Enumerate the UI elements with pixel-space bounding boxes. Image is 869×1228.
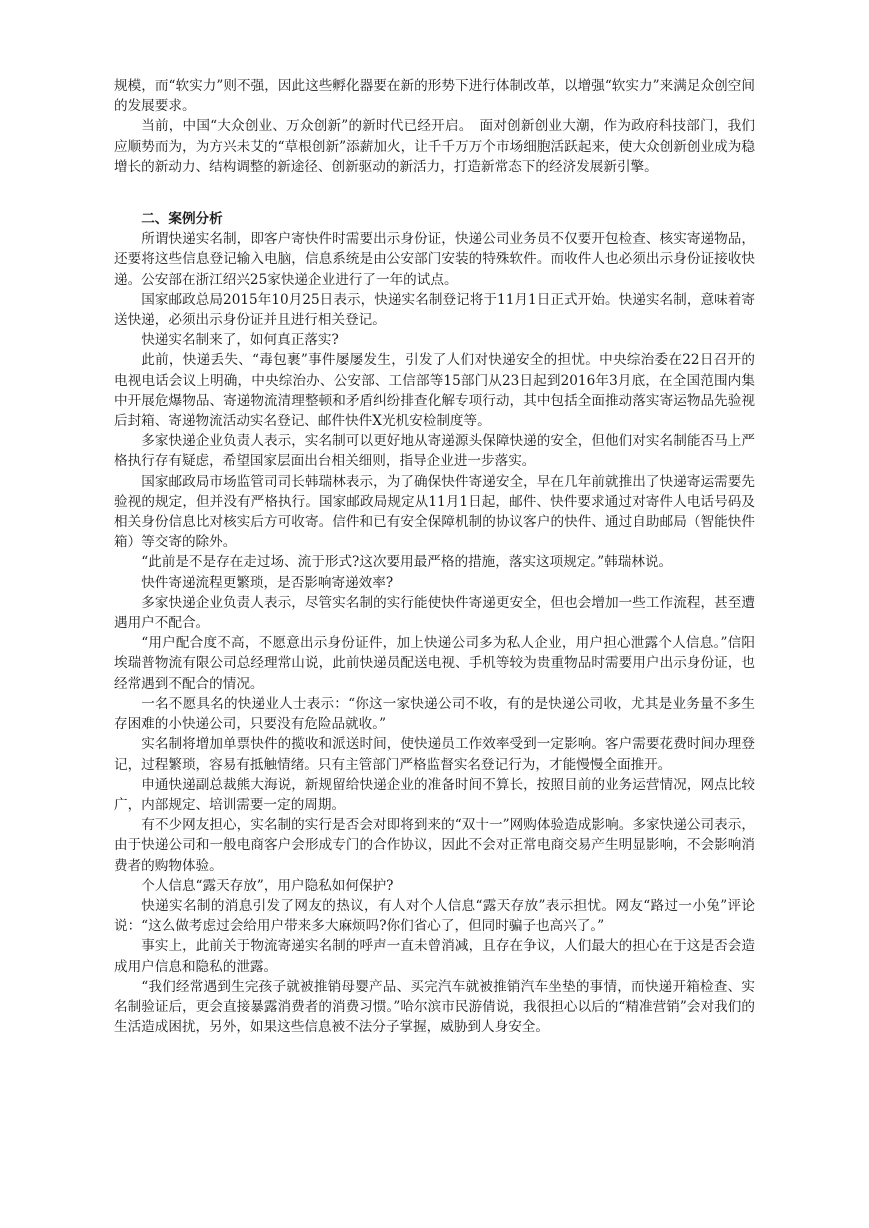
body-paragraph: “此前是不是存在走过场、流于形式?这次要用最严格的措施，落实这项规定。”韩瑞林说。	[141, 554, 673, 571]
intro-paragraph-2: 当前，中国“大众创业、万众创新”的新时代已经开启。 面对创新创业大潮，作为政府科技部门，我们应顺势而为，为方兴未艾的“草根创新”添薪加火，让千千万万个市场细胞活跃起来，使大众创新创业成为稳增长的新动力、结构调整的新途径、创新驱动的新活力，打造新常态下的经济发展新引擎。	[114, 118, 755, 175]
body-paragraph: 快件寄递流程更繁琐，是否影响寄递效率?	[141, 574, 394, 591]
body-paragraph: 多家快递企业负责人表示，尽管实名制的实行能使快件寄递更安全，但也会增加一些工作流程，甚至遭遇用户不配合。	[114, 594, 755, 632]
body-paragraph: 有不少网友担心，实名制的实行是否会对即将到来的“双十一”网购体验造成影响。多家快递公司表示，由于快递公司和一般电商客户会形成专门的合作协议，因此不会对正常电商交易产生明显影响，不会影响消费者的购物体验。	[114, 817, 755, 874]
body-paragraph: 快递实名制来了，如何真正落实?	[141, 332, 339, 349]
body-paragraph: 国家邮政局市场监管司司长韩瑞林表示，为了确保快件寄递安全，早在几年前就推出了快递寄运需要先验视的规定，但并没有严格执行。国家邮政局规定从11月1日起，邮件、快件要求通过对寄件人电话号码及相关身份信息比对核实后方可收寄。信件和已有安全保障机制的协议客户的快件、通过自助邮局（智能快件箱）等交寄的除外。	[114, 473, 755, 551]
body-paragraph: 所谓快递实名制，即客户寄快件时需要出示身份证，快递公司业务员不仅要开包检查、核实寄递物品，还要将这些信息登记输入电脑，信息系统是由公安部门安装的特殊软件。而收件人也必须出示身份证接收快递。公安部在浙江绍兴25家快递企业进行了一年的试点。	[114, 231, 755, 288]
intro-paragraph-1: 规模，而“软实力”则不强，因此这些孵化器要在新的形势下进行体制改革，以增强“软实力”来满足众创空间的发展要求。	[114, 78, 755, 115]
body-paragraph: 一名不愿具名的快递业人士表示：“你这一家快递公司不收，有的是快递公司收，尤其是业务量不多生存困难的小快递公司，只要没有危险品就收。”	[114, 695, 755, 733]
body-paragraph: 事实上，此前关于物流寄递实名制的呼声一直未曾消减，且存在争议，人们最大的担心在于这是否会造成用户信息和隐私的泄露。	[114, 938, 755, 975]
body-paragraph: 实名制将增加单票快件的揽收和派送时间，使快递员工作效率受到一定影响。客户需要花费时间办理登记，过程繁琐，容易有抵触情绪。只有主管部门严格监督实名登记行为，才能慢慢全面推开。	[114, 736, 755, 773]
body-paragraph: 快递实名制的消息引发了网友的热议，有人对个人信息“露天存放”表示担忧。网友“路过一小兔”评论说：“这么做考虑过会给用户带来多大麻烦吗?你们省心了，但同时骗子也高兴了。”	[114, 897, 755, 935]
body-paragraph: “用户配合度不高，不愿意出示身份证件，加上快递公司多为私人企业，用户担心泄露个人信息。”信阳埃瑞普物流有限公司总经理常山说，此前快递员配送电视、手机等较为贵重物品时需要用户出示身份证，也经常遇到不配合的情况。	[114, 635, 755, 692]
body-paragraph: 个人信息“露天存放”，用户隐私如何保护?	[141, 877, 394, 894]
body-paragraph: 多家快递企业负责人表示，实名制可以更好地从寄递源头保障快递的安全，但他们对实名制能否马上严格执行存有疑虑，希望国家层面出台相关细则，指导企业进一步落实。	[114, 433, 755, 470]
body-paragraph: 此前，快递丢失、“毒包裹”事件屡屡发生，引发了人们对快递安全的担忧。中央综治委在22日召开的电视电话会议上明确，中央综治办、公安部、工信部等15部门从23日起到2016年3月底，在全国范围内集中开展危爆物品、寄递物流清理整顿和矛盾纠纷排查化解专项行动，其中包括全面推动落实寄运物品先验视后封箱、寄递物流活动实名登记、邮件快件X光机安检制度等。	[114, 352, 755, 430]
body-paragraph: 申通快递副总裁熊大海说，新规留给快递企业的准备时间不算长，按照目前的业务运营情况，网点比较广，内部规定、培训需要一定的周期。	[114, 776, 755, 813]
body-paragraph: “我们经常遇到生完孩子就被推销母婴产品、买完汽车就被推销汽车坐垫的事情，而快递开箱检查、实名制验证后，更会直接暴露消费者的消费习惯。”哈尔滨市民游倩说，我很担心以后的“精准营销”会对我们的生活造成困扰，另外，如果这些信息被不法分子掌握，威胁到人身安全。	[114, 978, 755, 1036]
section-heading: 二、案例分析	[141, 211, 223, 228]
body-paragraph: 国家邮政总局2015年10月25日表示，快递实名制登记将于11月1日正式开始。快递实名制，意味着寄送快递，必须出示身份证并且进行相关登记。	[114, 291, 755, 329]
